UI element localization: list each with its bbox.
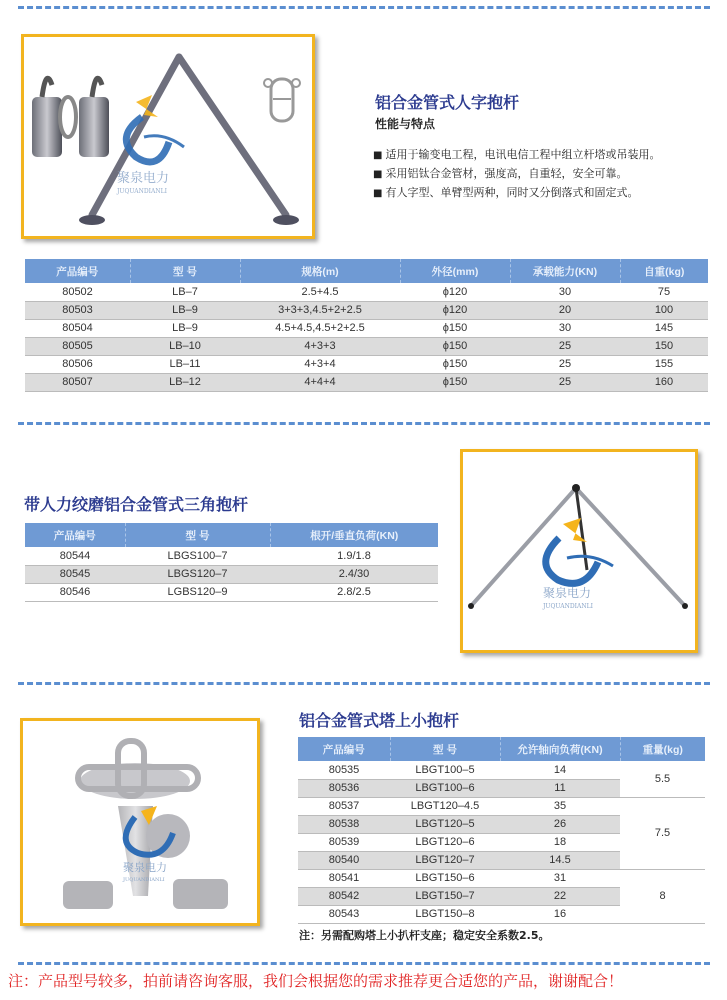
table-row <box>25 373 708 391</box>
svg-text:聚泉电力: 聚泉电力 <box>117 171 170 186</box>
cell: 25 <box>510 373 620 391</box>
feature-item: ■ 采用铝钛合金管材，强度高，自重轻，安全可靠。 <box>373 165 660 184</box>
cell: 3+3+3,4.5+2+2.5 <box>240 301 400 319</box>
table-row <box>25 319 708 337</box>
cell: 80536 <box>298 779 390 797</box>
cell: 22 <box>500 887 620 905</box>
tripod-illustration <box>463 452 695 650</box>
cell: 4+3+4 <box>240 355 400 373</box>
product-photo-tower-pole <box>20 718 260 926</box>
column-header: 型 号 <box>390 737 500 761</box>
cell: 31 <box>500 869 620 887</box>
cell: LGBS120–9 <box>125 583 270 601</box>
table-header-row <box>25 523 438 547</box>
table-row <box>25 565 438 583</box>
table-header-row <box>25 259 708 283</box>
cell: 145 <box>620 319 708 337</box>
column-header: 允许轴向负荷(KN) <box>500 737 620 761</box>
cell: ϕ120 <box>400 283 510 301</box>
cell: LBGT100–5 <box>390 761 500 779</box>
cell: 80541 <box>298 869 390 887</box>
cell: 30 <box>510 283 620 301</box>
table-row <box>298 761 705 779</box>
table-row <box>298 869 705 887</box>
cell: 4+4+4 <box>240 373 400 391</box>
cell: LBGT100–6 <box>390 779 500 797</box>
column-header: 重量(kg) <box>620 737 705 761</box>
product-photo-tripod-pole <box>460 449 698 653</box>
section1-title: 铝合金管式人字抱杆 <box>375 93 520 112</box>
weight-cell: 7.5 <box>620 797 705 869</box>
tripod-spec-table <box>25 523 438 602</box>
cell: 1.9/1.8 <box>270 547 438 565</box>
cell: 14 <box>500 761 620 779</box>
cell: 80539 <box>298 833 390 851</box>
section-divider <box>18 6 710 9</box>
cell: LB–7 <box>130 283 240 301</box>
cell: 80545 <box>25 565 125 583</box>
feature-item: ■ 适用于输变电工程，电讯电信工程中组立杆塔或吊装用。 <box>373 146 660 165</box>
cell: LBGT150–7 <box>390 887 500 905</box>
cell: ϕ150 <box>400 319 510 337</box>
cell: 2.5+4.5 <box>240 283 400 301</box>
cell: LB–12 <box>130 373 240 391</box>
cell: 160 <box>620 373 708 391</box>
cell: 25 <box>510 355 620 373</box>
cell: ϕ150 <box>400 373 510 391</box>
svg-text:聚泉电力: 聚泉电力 <box>543 586 592 600</box>
section-divider <box>18 422 710 425</box>
cell: LB–9 <box>130 319 240 337</box>
table-header-row <box>298 737 705 761</box>
cell: 80544 <box>25 547 125 565</box>
cell: LB–10 <box>130 337 240 355</box>
cell: 2.8/2.5 <box>270 583 438 601</box>
cell: 80537 <box>298 797 390 815</box>
table-row <box>25 583 438 601</box>
cell: ϕ150 <box>400 355 510 373</box>
table-row <box>25 355 708 373</box>
feature-list <box>373 146 660 203</box>
cell: 80543 <box>298 905 390 923</box>
cell: 155 <box>620 355 708 373</box>
cell: 80505 <box>25 337 130 355</box>
cell: 80542 <box>298 887 390 905</box>
svg-text:JUQUANDIANLI: JUQUANDIANLI <box>543 603 593 610</box>
cell: 80503 <box>25 301 130 319</box>
column-header: 型 号 <box>125 523 270 547</box>
cell: 4+3+3 <box>240 337 400 355</box>
cell: 150 <box>620 337 708 355</box>
column-header: 产品编号 <box>298 737 390 761</box>
weight-cell: 5.5 <box>620 761 705 797</box>
section1-subtitle: 性能与特点 <box>375 117 436 131</box>
cell: LBGT120–7 <box>390 851 500 869</box>
cell: LBGT120–5 <box>390 815 500 833</box>
cell: 16 <box>500 905 620 923</box>
cell: LBGT150–6 <box>390 869 500 887</box>
cell: LBGT120–6 <box>390 833 500 851</box>
cell: ϕ120 <box>400 301 510 319</box>
product-photo-herringbone-pole <box>21 34 315 239</box>
cell: LB–11 <box>130 355 240 373</box>
svg-text:JUQUANDIANLI: JUQUANDIANLI <box>123 877 165 883</box>
cell: 80538 <box>298 815 390 833</box>
table-row <box>25 283 708 301</box>
table-row <box>25 301 708 319</box>
section3-title: 铝合金管式塔上小抱杆 <box>299 711 460 730</box>
svg-text:聚泉电力: 聚泉电力 <box>123 861 167 874</box>
column-header: 根开/垂直负荷(KN) <box>270 523 438 547</box>
cell: 80540 <box>298 851 390 869</box>
cell: 100 <box>620 301 708 319</box>
feature-item: ■ 有人字型、单臂型两种，同时又分倒落式和固定式。 <box>373 184 660 203</box>
cell: 2.4/30 <box>270 565 438 583</box>
company-logo-icon <box>542 518 613 610</box>
cell: LB–9 <box>130 301 240 319</box>
cell: LBGT120–4.5 <box>390 797 500 815</box>
section-divider <box>18 682 710 685</box>
herringbone-pole-illustration <box>24 37 312 236</box>
tower-pole-illustration <box>23 721 257 923</box>
section3-note: 注：另需配购塔上小扒杆支座；稳定安全系数2.5。 <box>299 929 550 942</box>
footer-notice: 注：产品型号较多，拍前请咨询客服，我们会根据您的需求推荐更合适您的产品，谢谢配合！ <box>8 972 624 990</box>
cell: 30 <box>510 319 620 337</box>
cell: 4.5+4.5,4.5+2+2.5 <box>240 319 400 337</box>
cell: LBGS100–7 <box>125 547 270 565</box>
column-header: 产品编号 <box>25 523 125 547</box>
herringbone-spec-table <box>25 259 708 392</box>
column-header: 外径(mm) <box>400 259 510 283</box>
cell: 26 <box>500 815 620 833</box>
cell: 25 <box>510 337 620 355</box>
column-header: 型 号 <box>130 259 240 283</box>
cell: 14.5 <box>500 851 620 869</box>
weight-cell: 8 <box>620 869 705 923</box>
section2-title: 带人力绞磨铝合金管式三角抱杆 <box>24 495 249 514</box>
cell: LBGT150–8 <box>390 905 500 923</box>
tower-pole-spec-table <box>298 737 705 924</box>
cell: 80502 <box>25 283 130 301</box>
section-divider <box>18 962 710 965</box>
table-row <box>25 337 708 355</box>
column-header: 承载能力(KN) <box>510 259 620 283</box>
cell: 75 <box>620 283 708 301</box>
shackle-icon <box>264 79 300 121</box>
cell: 35 <box>500 797 620 815</box>
cell: 80546 <box>25 583 125 601</box>
cell: 80506 <box>25 355 130 373</box>
cell: 20 <box>510 301 620 319</box>
column-header: 产品编号 <box>25 259 130 283</box>
svg-text:JUQUANDIANLI: JUQUANDIANLI <box>117 188 167 195</box>
cell: 80507 <box>25 373 130 391</box>
table-row <box>298 797 705 815</box>
cell: 80504 <box>25 319 130 337</box>
cell: 18 <box>500 833 620 851</box>
cell: LBGS120–7 <box>125 565 270 583</box>
cell: 80535 <box>298 761 390 779</box>
table-row <box>25 547 438 565</box>
column-header: 规格(m) <box>240 259 400 283</box>
cell: 11 <box>500 779 620 797</box>
cell: ϕ150 <box>400 337 510 355</box>
pulley-block-icon <box>32 78 109 157</box>
column-header: 自重(kg) <box>620 259 708 283</box>
